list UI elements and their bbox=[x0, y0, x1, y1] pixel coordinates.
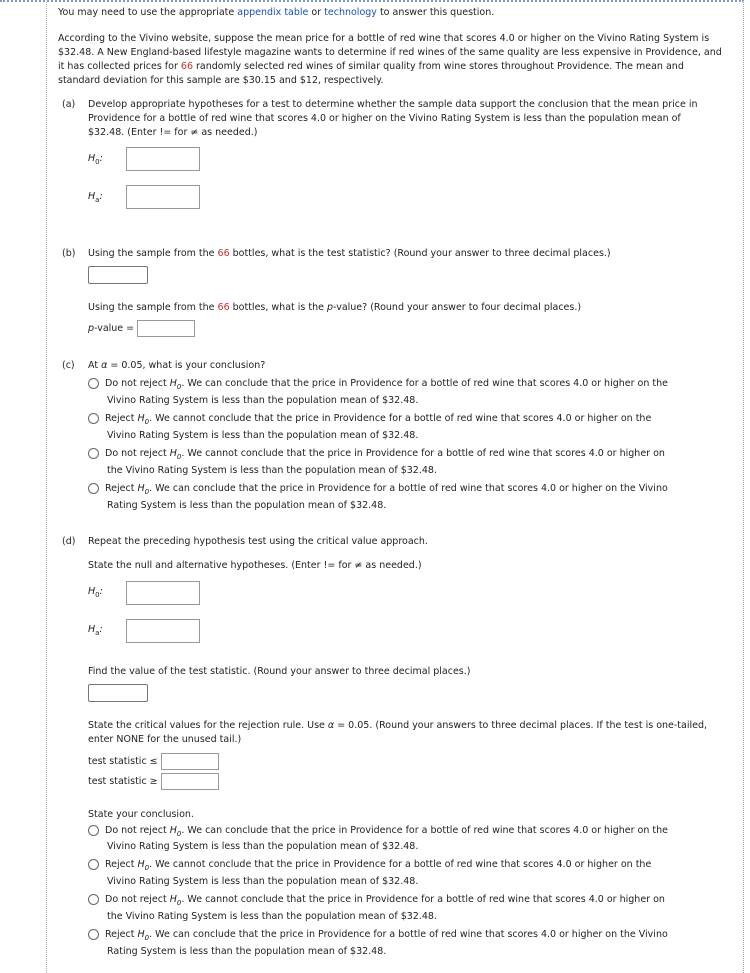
part-d-find-statistic: Find the value of the test statistic. (Round your answer to three decimal places.) bbox=[88, 665, 471, 677]
part-d-options bbox=[88, 824, 718, 960]
part-d-option-2[interactable] bbox=[88, 858, 718, 889]
part-a-label: (a) bbox=[62, 99, 76, 110]
part-d-state-hypotheses: State the null and alternative hypotheses. (Enter != for ≠ as needed.) bbox=[88, 559, 422, 571]
part-c-option-text-3: Do not reject $H_0$. We cannot conclude that the price in Providence for a bottle of red wine that scores 4.0 or higher on the Vivino Rating System is less than the population mean of $32.48. bbox=[105, 447, 665, 476]
part-c-option-1[interactable] bbox=[88, 377, 718, 408]
part-d bbox=[58, 535, 729, 960]
part-a-ha-input[interactable] bbox=[126, 185, 200, 209]
part-c-radio-1[interactable] bbox=[88, 378, 99, 389]
p-value-input[interactable] bbox=[137, 320, 195, 337]
part-d-ha-row bbox=[88, 617, 729, 645]
part-b-question-2: Using the sample from the 66 bottles, what is the p-value? (Round your answer to four decimal places.) bbox=[88, 302, 582, 313]
part-c-question: At α = 0.05, what is your conclusion? bbox=[88, 360, 266, 371]
part-c-option-text-1: Do not reject $H_0$. We can conclude that the price in Providence for a bottle of red wine that scores 4.0 or higher on the Vivino Rating System is less than the population mean of $32.48. bbox=[105, 378, 668, 406]
part-c-option-2[interactable] bbox=[88, 412, 718, 443]
part-a-h0-row bbox=[88, 145, 729, 173]
h0-label: $H_0$: bbox=[88, 152, 103, 166]
part-d-label: (d) bbox=[62, 535, 76, 547]
part-d-h0-row bbox=[88, 579, 729, 607]
part-c-label: (c) bbox=[62, 360, 75, 371]
part-d-option-4[interactable] bbox=[88, 928, 718, 959]
question-content bbox=[58, 2, 729, 963]
problem-text-1: According to the Vivino website, suppose the mean price for a bottle of red wine that scores 4.0 or higher on the Vivino Rating System is $32.48. A New England-based lifestyle magazine wants to determine if red wines of the same quality are less expensive in Providence, and it has collected prices for bbox=[58, 33, 722, 72]
part-b-label: (b) bbox=[62, 248, 76, 259]
intro-suffix: to answer this question. bbox=[376, 7, 495, 18]
part-d-state-conclusion: State your conclusion. bbox=[88, 808, 194, 820]
part-c-radio-4[interactable] bbox=[88, 483, 99, 494]
problem-statement bbox=[58, 32, 728, 88]
part-c bbox=[58, 359, 729, 513]
critical-lower-input[interactable] bbox=[161, 753, 219, 770]
part-c-option-3[interactable] bbox=[88, 447, 718, 478]
part-c-option-text-4: Reject $H_0$. We can conclude that the price in Providence for a bottle of red wine that scores 4.0 or higher on the Vivino Rating System is less than the population mean of $32.48. bbox=[105, 482, 668, 511]
part-d-radio-3[interactable] bbox=[88, 894, 99, 905]
intro-line bbox=[58, 6, 729, 20]
appendix-table-link[interactable]: appendix table bbox=[237, 7, 309, 18]
part-d-intro: Repeat the preceding hypothesis test using the critical value approach. bbox=[88, 535, 428, 547]
ha-label: $H_a$: bbox=[88, 190, 103, 204]
d-ha-label: $H_a$: bbox=[88, 624, 103, 637]
part-c-option-4[interactable] bbox=[88, 482, 718, 513]
part-d-radio-2[interactable] bbox=[88, 859, 99, 870]
problem-text-2: randomly selected red wines of similar quality from wine stores throughout Providence. The mean and standard deviation for this sample are $30.15 and $12, respectively. bbox=[58, 61, 684, 86]
critical-upper-input[interactable] bbox=[161, 773, 219, 790]
intro-mid: or bbox=[308, 7, 325, 18]
part-c-options bbox=[88, 377, 718, 513]
part-d-critical-values: State the critical values for the rejection rule. Use α = 0.05. (Round your answers to three decimal places. If the test is one-tailed, enter NONE for the unused tail.) bbox=[88, 719, 708, 745]
part-d-option-text-1: Do not reject $H_0$. We can conclude that the price in Providence for a bottle of red wine that scores 4.0 or higher on the Vivino Rating System is less than the population mean of $32.48. bbox=[105, 824, 668, 853]
left-margin-rule bbox=[46, 2, 47, 973]
part-d-test-statistic-input[interactable] bbox=[88, 684, 148, 702]
ts-ge-row: test statistic ≥ bbox=[88, 773, 729, 790]
part-d-option-1[interactable] bbox=[88, 824, 718, 855]
part-d-radio-1[interactable] bbox=[88, 825, 99, 836]
part-b-question-1: Using the sample from the 66 bottles, what is the test statistic? (Round your answer to three decimal places.) bbox=[88, 248, 611, 259]
part-c-radio-2[interactable] bbox=[88, 413, 99, 424]
test-statistic-input[interactable] bbox=[88, 266, 148, 284]
d-h0-label: $H_0$: bbox=[88, 586, 103, 599]
part-d-radio-4[interactable] bbox=[88, 929, 99, 940]
part-a-h0-input[interactable] bbox=[126, 147, 200, 171]
part-b bbox=[58, 247, 729, 337]
part-d-option-text-4: Reject $H_0$. We can conclude that the price in Providence for a bottle of red wine that scores 4.0 or higher on the Vivino Rating System is less than the population mean of $32.48. bbox=[105, 929, 668, 958]
part-a bbox=[58, 98, 729, 211]
part-d-option-3[interactable] bbox=[88, 893, 718, 924]
part-c-radio-3[interactable] bbox=[88, 448, 99, 459]
part-c-option-text-2: Reject $H_0$. We cannot conclude that the price in Providence for a bottle of red wine that scores 4.0 or higher on the Vivino Rating System is less than the population mean of $32.48. bbox=[105, 412, 652, 441]
part-d-option-text-3: Do not reject $H_0$. We cannot conclude that the price in Providence for a bottle of red wine that scores 4.0 or higher on the Vivino Rating System is less than the population mean of $32.48. bbox=[105, 894, 665, 923]
part-d-h0-input[interactable] bbox=[126, 581, 200, 605]
intro-prefix: You may need to use the appropriate bbox=[58, 7, 238, 18]
sample-size: 66 bbox=[180, 61, 193, 72]
part-a-ha-row bbox=[88, 183, 729, 211]
part-d-option-text-2: Reject $H_0$. We cannot conclude that the price in Providence for a bottle of red wine that scores 4.0 or higher on the Vivino Rating System is less than the population mean of $32.48. bbox=[105, 859, 652, 888]
p-value-row: p-value = bbox=[88, 320, 729, 337]
technology-link[interactable]: technology bbox=[324, 7, 377, 18]
part-d-ha-input[interactable] bbox=[126, 619, 200, 643]
part-a-question: Develop appropriate hypotheses for a test to determine whether the sample data support the conclusion that the mean price in Providence for a bottle of red wine that scores 4.0 or higher on the Vivino Rating System is less than the population mean of $32.48. (Enter != for ≠ as needed.) bbox=[88, 99, 698, 138]
ts-le-row: test statistic ≤ bbox=[88, 753, 729, 770]
